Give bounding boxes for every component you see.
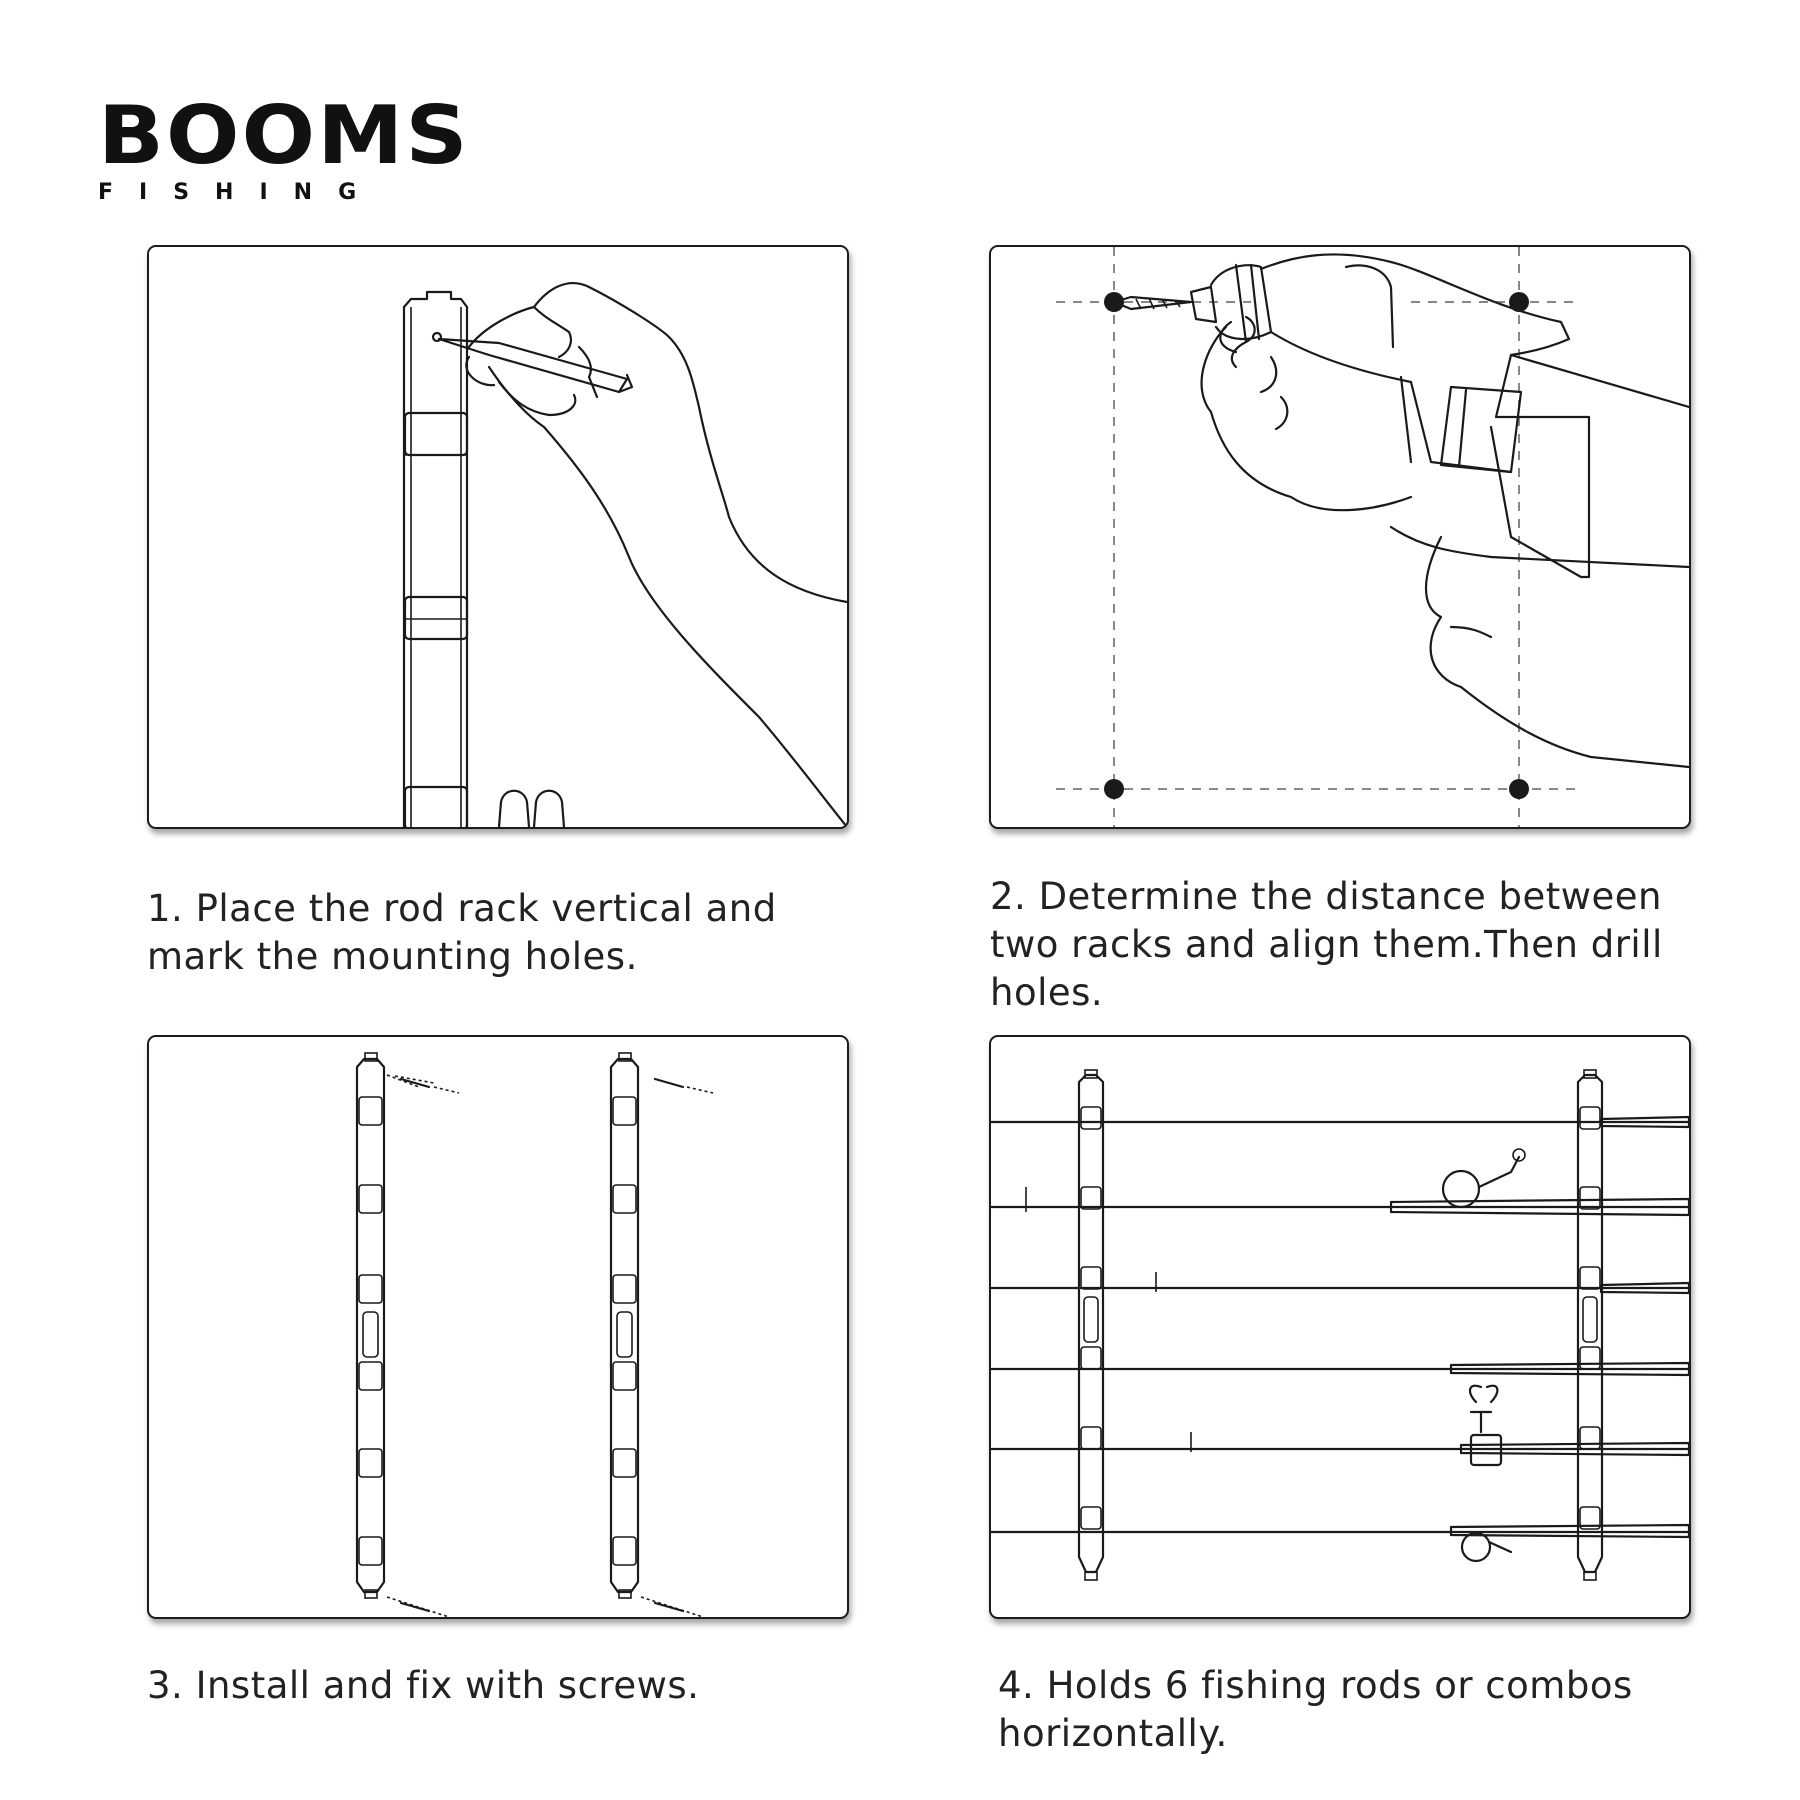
step-3-illustration [147, 1035, 849, 1619]
rods-mounted-icon [991, 1037, 1689, 1617]
logo-subtitle: FISHING [98, 180, 383, 205]
drill-icon [991, 247, 1689, 827]
step-1-caption: 1. Place the rod rack vertical and mark the mounting holes. [147, 887, 777, 978]
step-1-illustration [147, 245, 849, 829]
step-4-caption: 4. Holds 6 fishing rods or combos horizontally. [998, 1664, 1633, 1755]
racks-screws-icon [149, 1037, 847, 1617]
step-2-caption: 2. Determine the distance between two racks and align them.Then drill holes. [990, 875, 1663, 1014]
logo-wordmark: BOOMS [98, 89, 470, 182]
step-2-illustration [989, 245, 1691, 829]
step-3-caption: 3. Install and fix with screws. [147, 1664, 700, 1707]
brand-logo [98, 89, 470, 205]
rack-marking-icon [149, 247, 847, 827]
step-4-illustration [989, 1035, 1691, 1619]
